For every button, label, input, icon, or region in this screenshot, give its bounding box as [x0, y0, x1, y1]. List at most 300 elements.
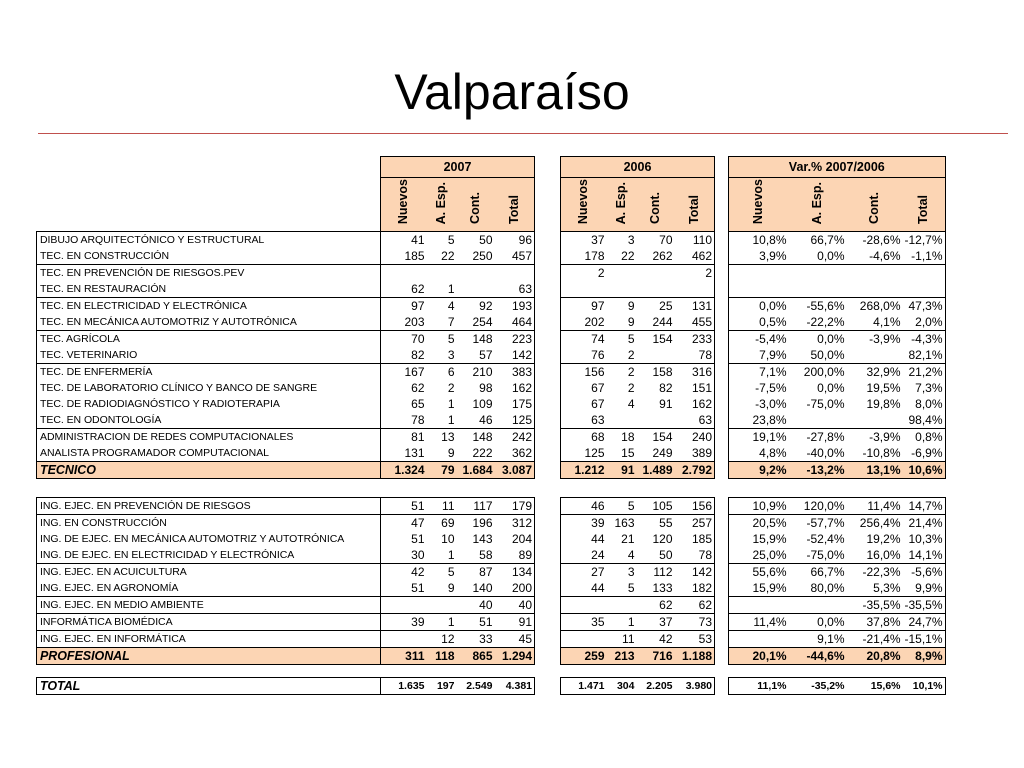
value-variation-cell: 11,1% [729, 678, 789, 695]
value-2006-cell [675, 281, 715, 298]
value-2007-cell: 51 [381, 580, 427, 597]
value-2006-cell: 24 [561, 547, 607, 564]
value-2007-cell: 204 [495, 531, 535, 547]
table-row [37, 429, 946, 446]
value-variation-cell [789, 597, 847, 614]
value-2006-cell: 151 [675, 380, 715, 396]
value-variation-cell: 14,1% [903, 547, 946, 564]
value-variation-cell: 4,1% [847, 314, 903, 331]
table-row [37, 347, 946, 364]
value-2006-cell: 44 [561, 580, 607, 597]
table-row [37, 547, 946, 564]
value-2006-cell [561, 597, 607, 614]
value-variation-cell: 55,6% [729, 564, 789, 581]
year-header-2007: 2007 [381, 157, 535, 178]
value-variation-cell [789, 265, 847, 282]
row-label: TEC. EN ODONTOLOGÍA [37, 412, 381, 429]
value-2006-cell: 316 [675, 364, 715, 381]
value-2007-cell: 79 [427, 462, 457, 479]
enrollment-table [36, 156, 946, 695]
value-variation-cell: 21,2% [903, 364, 946, 381]
value-2007-cell: 11 [427, 498, 457, 515]
value-2006-cell: 70 [659, 232, 673, 247]
value-variation-cell: -15,1% [903, 631, 946, 648]
value-variation-cell: -22,2% [789, 314, 847, 331]
col-header-total: Total [903, 178, 946, 232]
value-2006-cell: 53 [675, 631, 715, 648]
value-variation-cell: -5,6% [903, 564, 946, 581]
value-variation-cell: -1,1% [903, 248, 946, 265]
value-variation-cell: 3,9% [729, 248, 789, 265]
value-2007-cell [427, 265, 457, 282]
value-2007-cell: 58 [457, 547, 495, 564]
value-2006-cell: 2 [675, 265, 715, 282]
row-label: ING. EJEC. EN ACUICULTURA [37, 564, 381, 581]
row-label: TEC. EN CONSTRUCCIÓN [37, 248, 381, 265]
value-2007-cell: 250 [457, 248, 495, 265]
value-2006-cell: 39 [561, 515, 607, 532]
value-2006-cell: 257 [675, 515, 715, 532]
value-2007-cell: 69 [441, 515, 455, 530]
value-2006-cell: 110 [675, 232, 715, 249]
value-2007-cell [427, 597, 457, 614]
value-2007-cell: 125 [495, 412, 535, 429]
row-label: TEC. DE RADIODIAGNÓSTICO Y RADIOTERAPIA [37, 396, 381, 412]
value-2007-cell: 3.087 [495, 462, 535, 479]
table-row [37, 445, 946, 462]
total-row [37, 678, 946, 695]
value-2007-cell: 242 [495, 429, 535, 446]
year-header-variation: Var.% 2007/2006 [729, 157, 946, 178]
value-2006-cell: 163 [614, 515, 635, 530]
value-variation-cell: -27,8% [806, 429, 845, 444]
value-2006-cell: 112 [653, 564, 673, 579]
value-variation-cell [729, 265, 789, 282]
table-row [37, 498, 946, 515]
value-2006-cell: 125 [561, 445, 607, 462]
value-2006-cell: 78 [675, 547, 715, 564]
value-variation-cell: 0,0% [789, 248, 847, 265]
value-variation-cell [729, 597, 789, 614]
value-variation-cell: 9,1% [789, 631, 847, 648]
title-divider [38, 133, 1008, 134]
value-2007-cell: 78 [381, 412, 427, 429]
value-variation-cell: 0,0% [817, 380, 845, 395]
value-2007-cell: 91 [495, 614, 535, 631]
value-variation-cell: 82,1% [903, 347, 946, 364]
value-variation-cell: 19,1% [729, 429, 789, 446]
value-variation-cell: 11,4% [847, 498, 903, 515]
table-row [37, 331, 946, 348]
value-variation-cell: 47,3% [903, 298, 946, 315]
row-label: TEC. EN RESTAURACIÓN [37, 281, 381, 298]
value-2006-cell: 18 [621, 429, 635, 444]
col-header-a-esp: A. Esp. [607, 178, 637, 232]
value-2006-cell: 158 [652, 364, 673, 379]
value-2007-cell: 39 [381, 614, 427, 631]
value-2006-cell: 74 [561, 331, 607, 348]
value-variation-cell: 66,7% [810, 564, 845, 579]
table-row [37, 380, 946, 396]
table-row [37, 265, 946, 282]
value-variation-cell: 66,7% [810, 232, 845, 247]
value-2006-cell: 63 [561, 412, 607, 429]
value-2007-cell: 162 [495, 380, 535, 396]
row-label: ING. EN CONSTRUCCIÓN [37, 515, 381, 532]
row-label: ING. EJEC. EN MEDIO AMBIENTE [37, 597, 381, 614]
value-variation-cell [903, 281, 946, 298]
value-2007-cell: 46 [457, 412, 495, 429]
value-2006-cell: 42 [637, 631, 675, 648]
value-variation-cell: 7,3% [903, 380, 946, 396]
value-2007-cell: 196 [472, 515, 493, 530]
value-2006-cell: 9 [607, 314, 637, 331]
value-2007-cell: 865 [457, 648, 495, 665]
value-2006-cell: 73 [675, 614, 715, 631]
value-variation-cell: 7,9% [729, 347, 789, 364]
value-variation-cell: 2,0% [903, 314, 946, 331]
value-2006-cell: 2.205 [637, 678, 675, 695]
value-2006-cell: 3 [627, 564, 635, 579]
value-2007-cell: 41 [381, 232, 427, 249]
page-title: Valparaíso [394, 64, 630, 120]
value-variation-cell: 9,2% [729, 462, 789, 479]
row-label: ING. DE EJEC. EN ELECTRICIDAD Y ELECTRÓNICA [37, 547, 381, 564]
value-2007-cell: 1 [427, 547, 457, 564]
value-2006-cell: 4 [607, 547, 637, 564]
value-variation-cell: 19,5% [866, 380, 901, 395]
table-row [37, 531, 946, 547]
value-2007-cell: 33 [457, 631, 495, 648]
value-variation-cell: 23,8% [729, 412, 789, 429]
value-variation-cell: 98,4% [903, 412, 946, 429]
value-2007-cell [381, 265, 427, 282]
row-label: ING. EJEC. EN AGRONOMÍA [37, 580, 381, 597]
table-row [37, 515, 946, 532]
table-body [37, 232, 946, 695]
value-2006-cell: 154 [652, 331, 673, 346]
value-2006-cell: 22 [607, 248, 637, 265]
value-variation-cell [847, 265, 903, 282]
value-variation-cell: 120,0% [789, 498, 847, 515]
value-2006-cell: 162 [675, 396, 715, 412]
row-label: TEC. VETERINARIO [37, 347, 381, 364]
row-label: ADMINISTRACION DE REDES COMPUTACIONALES [37, 429, 381, 446]
value-2006-cell: 78 [675, 347, 715, 364]
table-row [37, 597, 946, 614]
value-variation-cell: -40,0% [789, 445, 847, 462]
value-variation-cell: -52,4% [806, 531, 845, 546]
value-2006-cell: 142 [675, 564, 715, 581]
value-2007-cell [381, 631, 427, 648]
year-header-2006: 2006 [561, 157, 715, 178]
value-2006-cell: 1.212 [561, 462, 607, 479]
value-variation-cell: 10,6% [903, 462, 946, 479]
value-2007-cell: 210 [472, 364, 493, 379]
value-2006-cell: 1 [607, 614, 637, 631]
col-header-nuevos: Nuevos [729, 178, 789, 232]
value-2007-cell: 45 [495, 631, 535, 648]
value-2007-cell: 97 [381, 298, 427, 315]
table-row [37, 631, 946, 648]
row-label: TECNICO [37, 462, 381, 479]
value-2007-cell: 51 [457, 614, 495, 631]
value-2006-cell: 120 [652, 531, 673, 546]
value-2007-cell: 51 [381, 531, 427, 547]
value-2006-cell: 178 [561, 248, 607, 265]
value-variation-cell [789, 412, 847, 429]
value-2006-cell: 50 [637, 547, 675, 564]
value-variation-cell: -6,9% [903, 445, 946, 462]
value-2006-cell: 63 [675, 412, 715, 429]
value-2006-cell: 5 [627, 331, 635, 346]
value-2007-cell: 47 [381, 515, 427, 532]
value-variation-cell: 16,0% [847, 547, 903, 564]
value-2006-cell: 182 [675, 580, 715, 597]
value-variation-cell: 19,2% [866, 531, 901, 546]
spacer-row [37, 479, 946, 498]
value-2006-cell: 716 [637, 648, 675, 665]
value-2007-cell: 142 [495, 347, 535, 364]
value-2006-cell: 1.188 [675, 648, 715, 665]
value-2006-cell: 15 [607, 445, 637, 462]
table-row [37, 314, 946, 331]
value-variation-cell: 20,1% [729, 648, 789, 665]
value-variation-cell: 50,0% [789, 347, 847, 364]
value-2007-cell: 4 [447, 298, 455, 313]
value-variation-cell [847, 412, 903, 429]
value-2006-cell: 5 [607, 580, 637, 597]
value-2007-cell: 7 [427, 314, 457, 331]
summary-row [37, 648, 946, 665]
value-2007-cell: 1 [447, 396, 455, 411]
value-variation-cell: 200,0% [803, 364, 845, 379]
value-2007-cell: 13 [441, 429, 455, 444]
value-2006-cell: 3 [627, 232, 635, 247]
row-label: TEC. EN ELECTRICIDAD Y ELECTRÓNICA [37, 298, 381, 315]
value-2006-cell: 2.792 [675, 462, 715, 479]
value-2007-cell: 179 [495, 498, 535, 515]
value-2007-cell: 89 [495, 547, 535, 564]
value-2006-cell: 2 [607, 347, 637, 364]
value-2007-cell: 82 [381, 347, 427, 364]
value-2006-cell: 91 [607, 462, 637, 479]
value-variation-cell: 15,9% [729, 580, 789, 597]
value-2007-cell: 193 [495, 298, 535, 315]
value-2007-cell: 22 [427, 248, 457, 265]
value-2007-cell: 96 [495, 232, 535, 249]
table-row [37, 232, 946, 249]
value-variation-cell: 37,8% [847, 614, 903, 631]
value-2007-cell: 10 [441, 531, 455, 546]
value-2007-cell: 134 [495, 564, 535, 581]
value-2006-cell: 44 [561, 531, 607, 547]
value-variation-cell: 0,0% [817, 331, 845, 346]
value-2007-cell: 109 [472, 396, 493, 411]
col-header-total: Total [495, 178, 535, 232]
value-variation-cell: -7,5% [729, 380, 789, 396]
value-2006-cell [607, 412, 637, 429]
value-variation-cell [903, 265, 946, 282]
value-2007-cell: 4.381 [495, 678, 535, 695]
value-2006-cell: 2 [561, 265, 607, 282]
value-variation-cell: -10,8% [847, 445, 903, 462]
value-2006-cell: 1.471 [561, 678, 607, 695]
table-row [37, 564, 946, 581]
value-2006-cell [607, 281, 637, 298]
value-variation-cell: 7,1% [729, 364, 789, 381]
value-2006-cell: 389 [675, 445, 715, 462]
value-2007-cell: 6 [447, 364, 455, 379]
value-2006-cell: 213 [607, 648, 637, 665]
value-2006-cell [607, 597, 637, 614]
row-label: TEC. DE ENFERMERÍA [37, 364, 381, 381]
value-variation-cell: 21,4% [903, 515, 946, 532]
value-2007-cell: 254 [457, 314, 495, 331]
value-variation-cell: -4,6% [847, 248, 903, 265]
value-2007-cell: 65 [381, 396, 427, 412]
row-label: ANALISTA PROGRAMADOR COMPUTACIONAL [37, 445, 381, 462]
value-2007-cell: 203 [381, 314, 427, 331]
value-variation-cell: 0,8% [903, 429, 946, 446]
value-2007-cell: 167 [381, 364, 427, 381]
value-variation-cell: 256,4% [859, 515, 901, 530]
value-variation-cell: 0,0% [729, 298, 789, 315]
value-2006-cell: 233 [675, 331, 715, 348]
value-2007-cell: 143 [472, 531, 493, 546]
col-header-nuevos: Nuevos [381, 178, 427, 232]
row-label: TEC. DE LABORATORIO CLÍNICO Y BANCO DE SANGRE [37, 380, 381, 396]
value-variation-cell: 24,7% [903, 614, 946, 631]
value-variation-cell: -3,9% [869, 429, 901, 444]
value-2006-cell: 27 [561, 564, 607, 581]
value-2006-cell: 455 [675, 314, 715, 331]
value-2006-cell: 62 [637, 597, 675, 614]
value-2007-cell: 118 [427, 648, 457, 665]
value-variation-cell: 13,1% [847, 462, 903, 479]
value-2007-cell: 40 [495, 597, 535, 614]
value-variation-cell: -35,5% [903, 597, 946, 614]
value-2007-cell: 87 [479, 564, 493, 579]
row-label: TEC. EN PREVENCIÓN DE RIESGOS.PEV [37, 265, 381, 282]
row-label: INFORMÁTICA BIOMÉDICA [37, 614, 381, 631]
value-2006-cell: 37 [637, 614, 675, 631]
value-2007-cell [495, 265, 535, 282]
value-2006-cell: 91 [659, 396, 673, 411]
value-2007-cell: 12 [427, 631, 457, 648]
summary-row [37, 462, 946, 479]
table-row [37, 580, 946, 597]
value-variation-cell: 10,8% [729, 232, 789, 249]
value-variation-cell: 0,5% [729, 314, 789, 331]
value-variation-cell: 5,3% [847, 580, 903, 597]
row-label: ING. EJEC. EN INFORMÁTICA [37, 631, 381, 648]
value-2006-cell: 5 [607, 498, 637, 515]
value-variation-cell: 14,7% [903, 498, 946, 515]
value-variation-cell [729, 281, 789, 298]
value-variation-cell: 10,9% [729, 498, 789, 515]
value-variation-cell: 25,0% [729, 547, 789, 564]
col-header-nuevos: Nuevos [561, 178, 607, 232]
value-2006-cell: 240 [675, 429, 715, 446]
row-label: TOTAL [37, 678, 381, 695]
row-label: PROFESIONAL [37, 648, 381, 665]
value-2006-cell: 249 [637, 445, 675, 462]
value-2006-cell: 105 [637, 498, 675, 515]
value-variation-cell [847, 347, 903, 364]
value-2006-cell: 259 [561, 648, 607, 665]
value-2007-cell: 311 [381, 648, 427, 665]
spacer-row [37, 665, 946, 678]
value-2007-cell: 1.635 [381, 678, 427, 695]
value-variation-cell: -75,0% [806, 396, 845, 411]
value-2006-cell: 55 [659, 515, 673, 530]
value-2006-cell [607, 265, 637, 282]
value-2007-cell: 362 [495, 445, 535, 462]
value-variation-cell: 0,0% [789, 614, 847, 631]
value-2007-cell: 1 [427, 281, 457, 298]
value-2006-cell: 133 [637, 580, 675, 597]
value-variation-cell: 9,9% [903, 580, 946, 597]
value-variation-cell: -5,4% [729, 331, 789, 348]
value-variation-cell: -35,5% [847, 597, 903, 614]
value-2007-cell: 5 [447, 564, 455, 579]
value-2006-cell: 154 [652, 429, 673, 444]
value-2007-cell: 197 [427, 678, 457, 695]
table-row [37, 412, 946, 429]
value-variation-cell: -4,3% [903, 331, 946, 348]
value-variation-cell: -55,6% [806, 298, 845, 313]
value-2007-cell: 2 [447, 380, 455, 395]
col-header-cont: Cont. [847, 178, 903, 232]
value-2006-cell [561, 631, 607, 648]
value-2007-cell: 92 [479, 298, 493, 313]
value-2006-cell: 244 [637, 314, 675, 331]
value-variation-cell: -22,3% [862, 564, 901, 579]
table-row [37, 298, 946, 315]
value-variation-cell: 11,4% [729, 614, 789, 631]
value-2006-cell: 4 [627, 396, 635, 411]
row-label: ING. DE EJEC. EN MECÁNICA AUTOMOTRIZ Y AUTOTRÓNICA [37, 531, 381, 547]
value-2006-cell: 21 [621, 531, 635, 546]
value-2007-cell: 5 [447, 232, 455, 247]
value-variation-cell: -35,2% [789, 678, 847, 695]
value-2006-cell: 2 [627, 380, 635, 395]
col-header-cont: Cont. [457, 178, 495, 232]
col-header-cont: Cont. [637, 178, 675, 232]
table-row [37, 281, 946, 298]
value-2007-cell: 200 [495, 580, 535, 597]
value-2006-cell: 2 [627, 364, 635, 379]
value-2007-cell: 457 [495, 248, 535, 265]
value-2006-cell [637, 281, 675, 298]
value-variation-cell: 15,9% [729, 531, 789, 547]
table-row [37, 248, 946, 265]
value-2006-cell: 3.980 [675, 678, 715, 695]
col-header-a-esp: A. Esp. [427, 178, 457, 232]
year-header-row [37, 157, 946, 178]
value-variation-cell: -44,6% [789, 648, 847, 665]
value-2007-cell: 1 [427, 412, 457, 429]
value-variation-cell: 268,0% [859, 298, 901, 313]
value-2006-cell: 97 [561, 298, 607, 315]
value-variation-cell: 10,1% [903, 678, 946, 695]
value-2006-cell: 76 [561, 347, 607, 364]
value-2007-cell: 222 [457, 445, 495, 462]
value-2006-cell [637, 347, 675, 364]
value-variation-cell: -21,4% [847, 631, 903, 648]
value-2007-cell: 5 [447, 331, 455, 346]
